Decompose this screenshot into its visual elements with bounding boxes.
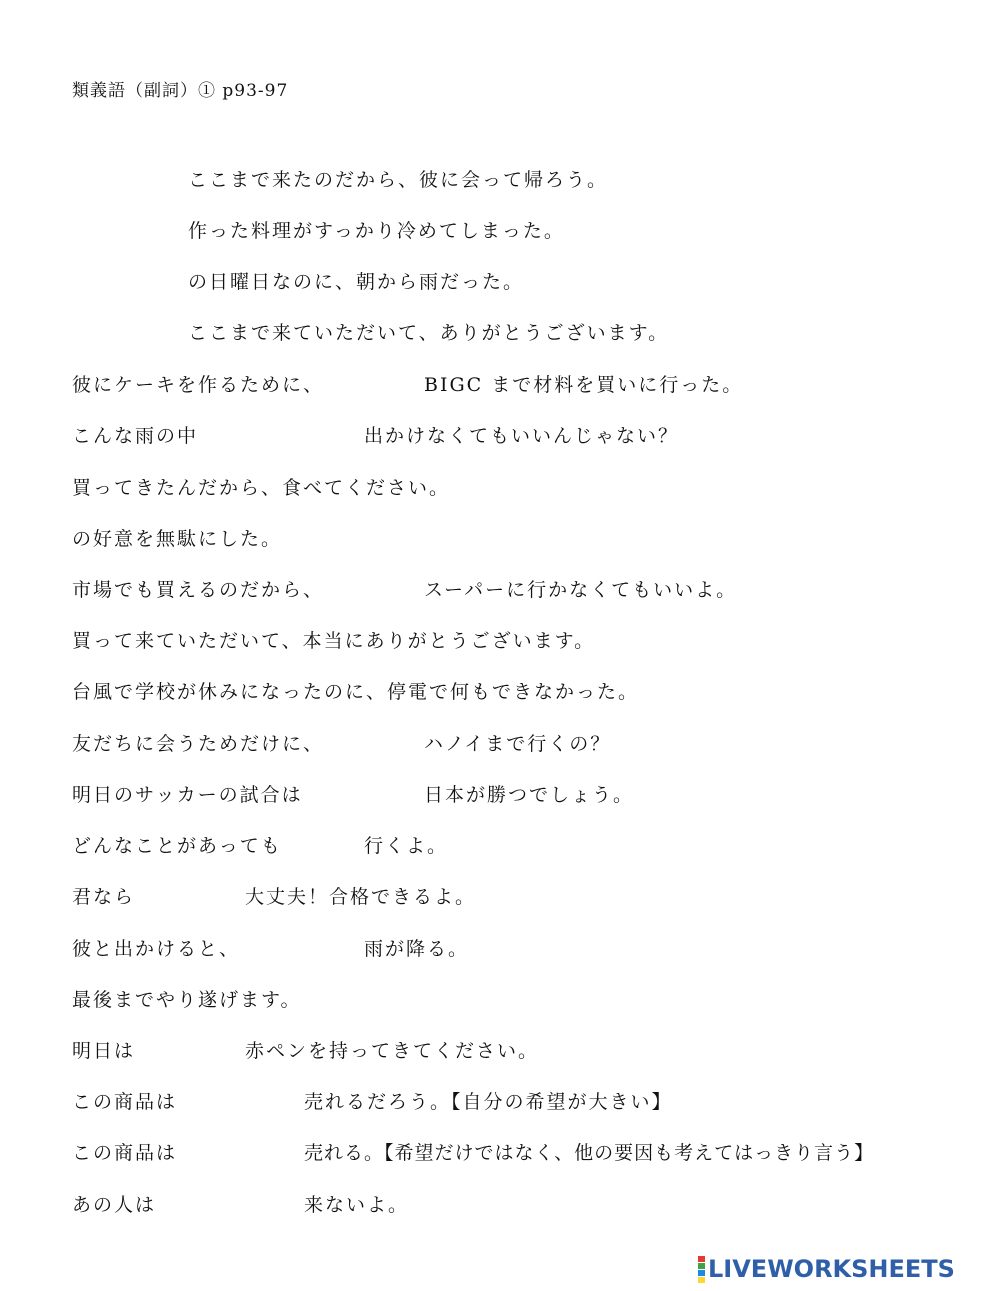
sentence-text-before: どんなことがあっても [72,835,282,857]
sentence-text-before: 友だちに会うためだけに、 [72,733,325,755]
sentence-text: 台風で学校が休みになったのに、停電で何もできなかった。 [72,681,640,703]
sentence-text-after: BIGC まで材料を買いに行った。 [424,374,744,396]
sentence-text-before: この商品は [72,1091,178,1113]
sentence-text-after: 来ないよ。 [304,1194,410,1216]
sentence-text-after: ハノイまで行くの？ [424,733,612,755]
logo-text: LIVEWORKSHEETS [708,1255,955,1283]
sentence-text: の日曜日なのに、朝から雨だった。 [188,271,525,293]
sentence-text-after: 出かけなくてもいいんじゃない？ [364,425,680,447]
sentence-text-after: 日本が勝つでしょう。 [424,784,635,806]
sentence-text-before: この商品は [72,1142,178,1164]
sentence-text-before: 彼にケーキを作るために、 [72,374,325,396]
sentence-text-after: 雨が降る。 [364,938,470,960]
logo-blocks-icon [698,1256,705,1283]
sentence-text-after: 売れるだろう。【自分の希望が大きい】 [304,1091,673,1113]
sentence-text-after: 大丈夫！合格できるよ。 [245,886,477,908]
sentence-text: 最後までやり遂げます。 [72,989,302,1011]
sentence-text: 買ってきたんだから、食べてください。 [72,477,451,499]
sentence-text-before: 君なら [72,886,136,908]
sentence-text-after: 行くよ。 [364,835,449,857]
sentence-text-before: 明日のサッカーの試合は [72,784,303,806]
sentence-text-before: 明日は [72,1040,136,1062]
sentence-text-after: スーパーに行かなくてもいいよ。 [424,579,738,601]
sentence-text-after: 赤ペンを持ってきてください。 [245,1040,540,1062]
page-title: 類義語（副詞）① p93-97 [72,81,289,101]
sentence-text: ここまで来たのだから、彼に会って帰ろう。 [188,169,609,191]
sentence-text: 作った料理がすっかり冷めてしまった。 [188,220,565,242]
sentence-text-before: 彼と出かけると、 [72,938,241,960]
sentence-text-after: 売れる。【希望だけではなく、他の要因も考えてはっきり言う】 [304,1142,875,1164]
sentence-text: の好意を無駄にした。 [72,528,283,550]
sentence-text-before: あの人は [72,1194,157,1216]
sentence-text: 買って来ていただいて、本当にありがとうございます。 [72,630,596,652]
liveworksheets-logo [698,1255,955,1283]
sentence-text-before: こんな雨の中 [72,425,199,447]
sentence-text-before: 市場でも買えるのだから、 [72,579,325,601]
sentence-text: ここまで来ていただいて、ありがとうございます。 [188,322,670,344]
